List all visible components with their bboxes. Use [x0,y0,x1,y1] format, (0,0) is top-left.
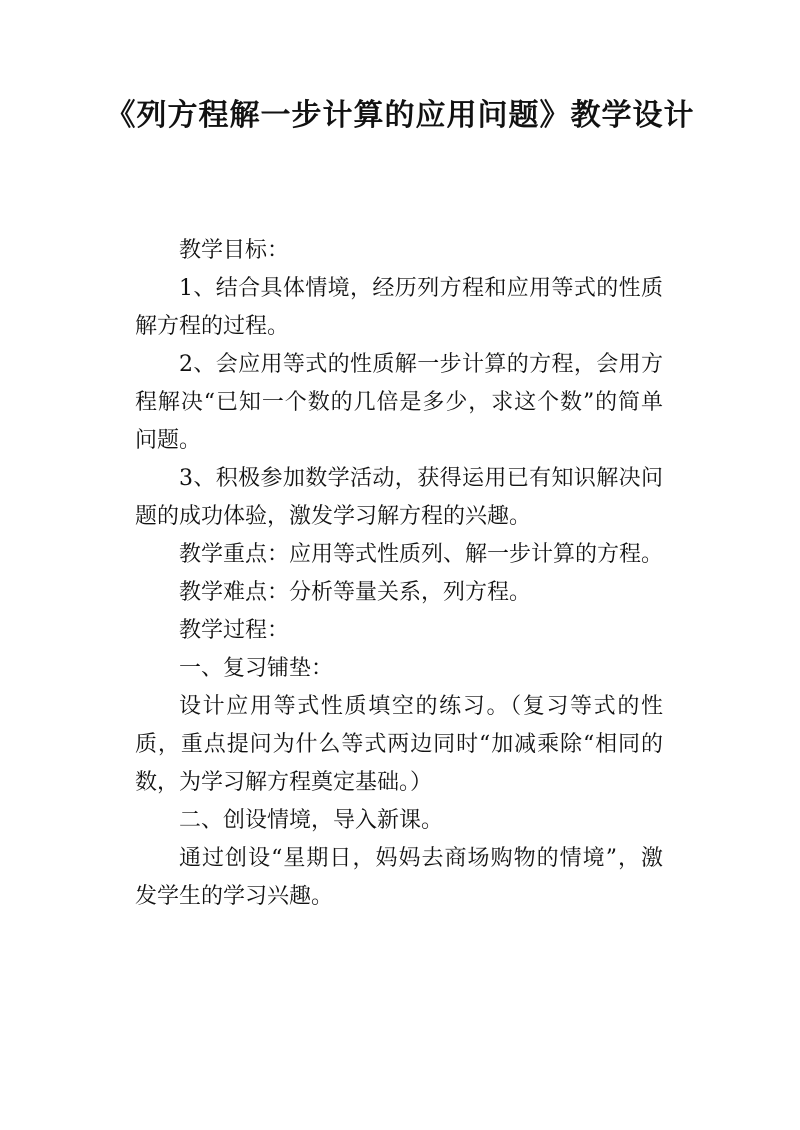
objective-item-1: 1、结合具体情境，经历列方程和应用等式的性质解方程的过程。 [135,276,663,339]
section-heading-objectives: 教学目标： [179,238,290,263]
key-point-paragraph: 教学重点：应用等式性质列、解一步计算的方程。 [179,542,664,567]
step-heading-review: 一、复习铺垫： [179,656,334,681]
review-paragraph: 设计应用等式性质填空的练习。（复习等式的性质，重点提问为什么等式两边同时“加减乘除“相同的数，为学习解方程奠定基础。） [135,694,663,795]
section-heading-process: 教学过程： [179,618,290,643]
objective-item-3: 3、积极参加数学活动，获得运用已有知识解决问题的成功体验，激发学习解方程的兴趣。 [135,466,663,529]
document-title: 《列方程解一步计算的应用问题》教学设计 [105,98,695,133]
context-paragraph: 通过创设“星期日，妈妈去商场购物的情境”，激发学生的学习兴趣。 [135,846,663,909]
objective-item-2: 2、会应用等式的性质解一步计算的方程，会用方程解决“已知一个数的几倍是多少，求这个数”的简单问题。 [135,352,663,453]
difficulty-paragraph: 教学难点：分析等量关系，列方程。 [179,580,532,605]
step-heading-context: 二、创设情境，导入新课。 [179,808,444,833]
document-body [135,232,663,916]
